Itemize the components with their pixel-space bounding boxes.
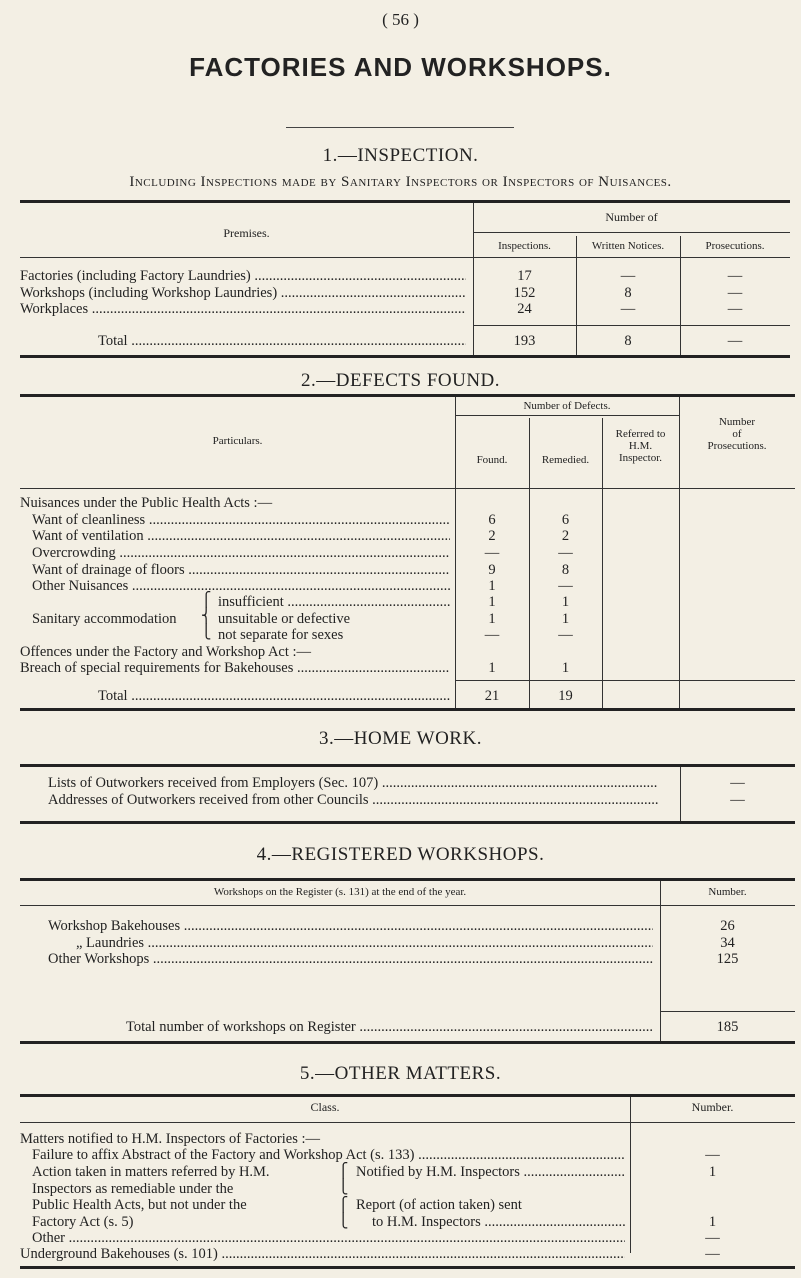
prosecutions-value: — — [727, 285, 743, 301]
remedied-value: 6 — [561, 512, 570, 528]
row-label: Other Workshops ..... — [48, 951, 653, 967]
total-remedied: 19 — [558, 688, 573, 704]
section-4-heading: 4.—REGISTERED WORKSHOPS. — [256, 844, 545, 865]
inspections-value: 152 — [513, 285, 536, 301]
prosecutions-value: — — [727, 268, 743, 284]
page-title: FACTORIES AND WORKSHOPS. — [189, 52, 612, 82]
header-rule — [20, 488, 795, 489]
found-value: — — [484, 545, 500, 561]
remedied-value: — — [558, 578, 573, 594]
found-value: 1 — [488, 578, 496, 594]
table-top-rule — [20, 878, 795, 881]
col-premises: Premises. — [223, 226, 270, 240]
row-value: — — [730, 775, 745, 791]
row-label: Want of cleanliness ..... — [32, 512, 450, 528]
remedied-value: — — [558, 627, 573, 643]
header-rule — [20, 257, 790, 258]
row-label: Workshop Bakehouses ..... — [48, 918, 653, 934]
row-label: Workplaces ..... — [20, 301, 466, 317]
total-inspections: 193 — [513, 333, 536, 349]
action-line: Inspectors as remediable under the — [32, 1181, 234, 1197]
section-1-heading: 1.—INSPECTION. — [322, 145, 479, 166]
section-2-heading: 2.—DEFECTS FOUND. — [300, 370, 501, 391]
header-rule — [20, 1122, 795, 1123]
row-label: not separate for sexes — [218, 627, 344, 643]
row-value: — — [705, 1147, 720, 1163]
notices-value: 8 — [624, 285, 632, 301]
found-value: 9 — [488, 562, 496, 578]
right-brace: ⎧ ⎩ — [338, 1198, 349, 1229]
table-top-rule — [20, 764, 795, 767]
prosecutions-value: — — [727, 301, 743, 317]
header-rule — [473, 232, 790, 233]
total-rule — [660, 1011, 795, 1012]
row-value: 26 — [720, 918, 735, 934]
row-value: — — [705, 1246, 720, 1262]
col-inspections: Inspections. — [498, 240, 551, 252]
row-value: — — [730, 792, 745, 808]
action-line: Action taken in matters referred by H.M. — [32, 1164, 270, 1180]
col-prosecutions-line: of — [732, 428, 742, 440]
row-label: Lists of Outworkers received from Employers (Sec. 107) ..... — [48, 775, 658, 791]
table-top-rule — [20, 1094, 795, 1097]
inspections-value: 17 — [517, 268, 532, 284]
row-label: „ Laundries ..... — [76, 935, 653, 951]
row-label: Overcrowding ..... — [32, 545, 450, 561]
column-divider — [602, 681, 603, 708]
col-number-of: Number of — [605, 210, 658, 224]
offences-heading: Offences under the Factory and Workshop Act :— — [20, 644, 312, 660]
table-top-rule — [20, 200, 790, 203]
inspections-value: 24 — [517, 301, 532, 317]
total-label: Total number of workshops on Register ..... — [126, 1019, 653, 1035]
found-value: 6 — [488, 512, 496, 528]
column-divider — [455, 681, 456, 708]
total-rule — [473, 325, 790, 326]
row-label: Addresses of Outworkers received from other Councils ..... — [48, 792, 658, 808]
col-remedied: Remedied. — [541, 454, 590, 466]
col-referred-line: Inspector. — [618, 452, 663, 464]
right-brace: ⎧ ⎩ — [338, 1164, 349, 1195]
row-label: Want of drainage of floors ..... — [32, 562, 450, 578]
total-value: 185 — [716, 1019, 739, 1035]
table-bottom-rule — [20, 821, 795, 824]
table-bottom-rule — [20, 1266, 795, 1269]
col-number: Number. — [691, 1100, 734, 1114]
col-number-of-defects: Number of Defects. — [523, 400, 611, 412]
notices-value: — — [620, 301, 636, 317]
found-value: 1 — [488, 660, 496, 676]
total-label: Total ..... — [98, 333, 466, 349]
remedied-value: 1 — [561, 611, 570, 627]
col-referred-line: H.M. — [628, 440, 653, 452]
remedied-value: 8 — [561, 562, 570, 578]
notices-value: — — [620, 268, 636, 284]
col-prosecutions-line: Prosecutions. — [707, 440, 767, 452]
table-bottom-rule — [20, 708, 795, 711]
row-label: insufficient ..... — [218, 594, 450, 610]
row-label: Breach of special requirements for Bakehouses ..... — [20, 660, 450, 676]
col-referred-line: Referred to — [615, 428, 666, 440]
row-label: Want of ventilation ..... — [32, 528, 450, 544]
row-label: Other Nuisances ..... — [32, 578, 450, 594]
notified-label: Notified by H.M. Inspectors ..... — [356, 1164, 625, 1180]
title-divider — [286, 127, 514, 128]
total-rule — [455, 680, 795, 681]
row-label: Failure to affix Abstract of the Factory and Workshop Act (s. 133) ..... — [32, 1147, 625, 1163]
col-number-of-prosecutions — [679, 416, 795, 452]
found-value: 1 — [488, 594, 496, 610]
row-label: unsuitable or defective — [218, 611, 351, 627]
page-number: ( 56 ) — [382, 10, 419, 29]
header-rule — [455, 415, 679, 416]
found-value: 1 — [488, 611, 496, 627]
remedied-value: 1 — [561, 660, 570, 676]
col-class: Class. — [310, 1100, 340, 1114]
table-bottom-rule — [20, 1041, 795, 1044]
action-line: Factory Act (s. 5) — [32, 1214, 134, 1230]
section-5-heading: 5.—OTHER MATTERS. — [299, 1063, 502, 1084]
col-prosecutions: Prosecutions. — [705, 240, 765, 252]
nuisances-heading: Nuisances under the Public Health Acts :— — [20, 495, 273, 511]
notified-value: 1 — [708, 1164, 717, 1180]
col-written-notices: Written Notices. — [591, 240, 665, 252]
action-line: Public Health Acts, but not under the — [32, 1197, 247, 1213]
section-1-subheading: Including Inspections made by Sanitary Inspectors or Inspectors of Nuisances. — [129, 174, 672, 190]
column-divider — [529, 681, 530, 708]
column-divider — [679, 681, 680, 708]
row-label: Other ..... — [32, 1230, 625, 1246]
table-bottom-rule — [20, 355, 790, 358]
col-workshops-on-register: Workshops on the Register (s. 131) at the end of the year. — [213, 886, 467, 898]
found-value: — — [484, 627, 500, 643]
col-number: Number. — [708, 886, 747, 898]
total-label: Total ..... — [98, 688, 450, 704]
found-value: 2 — [488, 528, 496, 544]
remedied-value: 1 — [561, 594, 570, 610]
left-brace: ⎧ ⎨ ⎩ — [201, 593, 212, 640]
total-notices: 8 — [624, 333, 632, 349]
row-label: Underground Bakehouses (s. 101) ..... — [20, 1246, 625, 1262]
col-referred — [602, 428, 679, 464]
row-value: 125 — [716, 951, 739, 967]
report-line: to H.M. Inspectors ..... — [372, 1214, 625, 1230]
row-value: 34 — [720, 935, 735, 951]
sanitary-accommodation-label: Sanitary accommodation — [32, 611, 177, 627]
col-found: Found. — [476, 454, 508, 466]
total-found: 21 — [484, 688, 500, 704]
row-value: — — [705, 1230, 720, 1246]
matters-heading: Matters notified to H.M. Inspectors of Factories :— — [20, 1131, 321, 1147]
report-value: 1 — [708, 1214, 717, 1230]
remedied-value: 2 — [561, 528, 570, 544]
row-label: Factories (including Factory Laundries) ..... — [20, 268, 466, 284]
report-line: Report (of action taken) sent — [356, 1197, 522, 1213]
remedied-value: — — [558, 545, 573, 561]
header-rule — [20, 905, 795, 906]
section-3-heading: 3.—HOME WORK. — [319, 728, 482, 749]
total-prosecutions: — — [727, 333, 743, 349]
row-label: Workshops (including Workshop Laundries) ..... — [20, 285, 466, 301]
col-prosecutions-line: Number — [718, 416, 756, 428]
col-particulars: Particulars. — [212, 435, 263, 447]
